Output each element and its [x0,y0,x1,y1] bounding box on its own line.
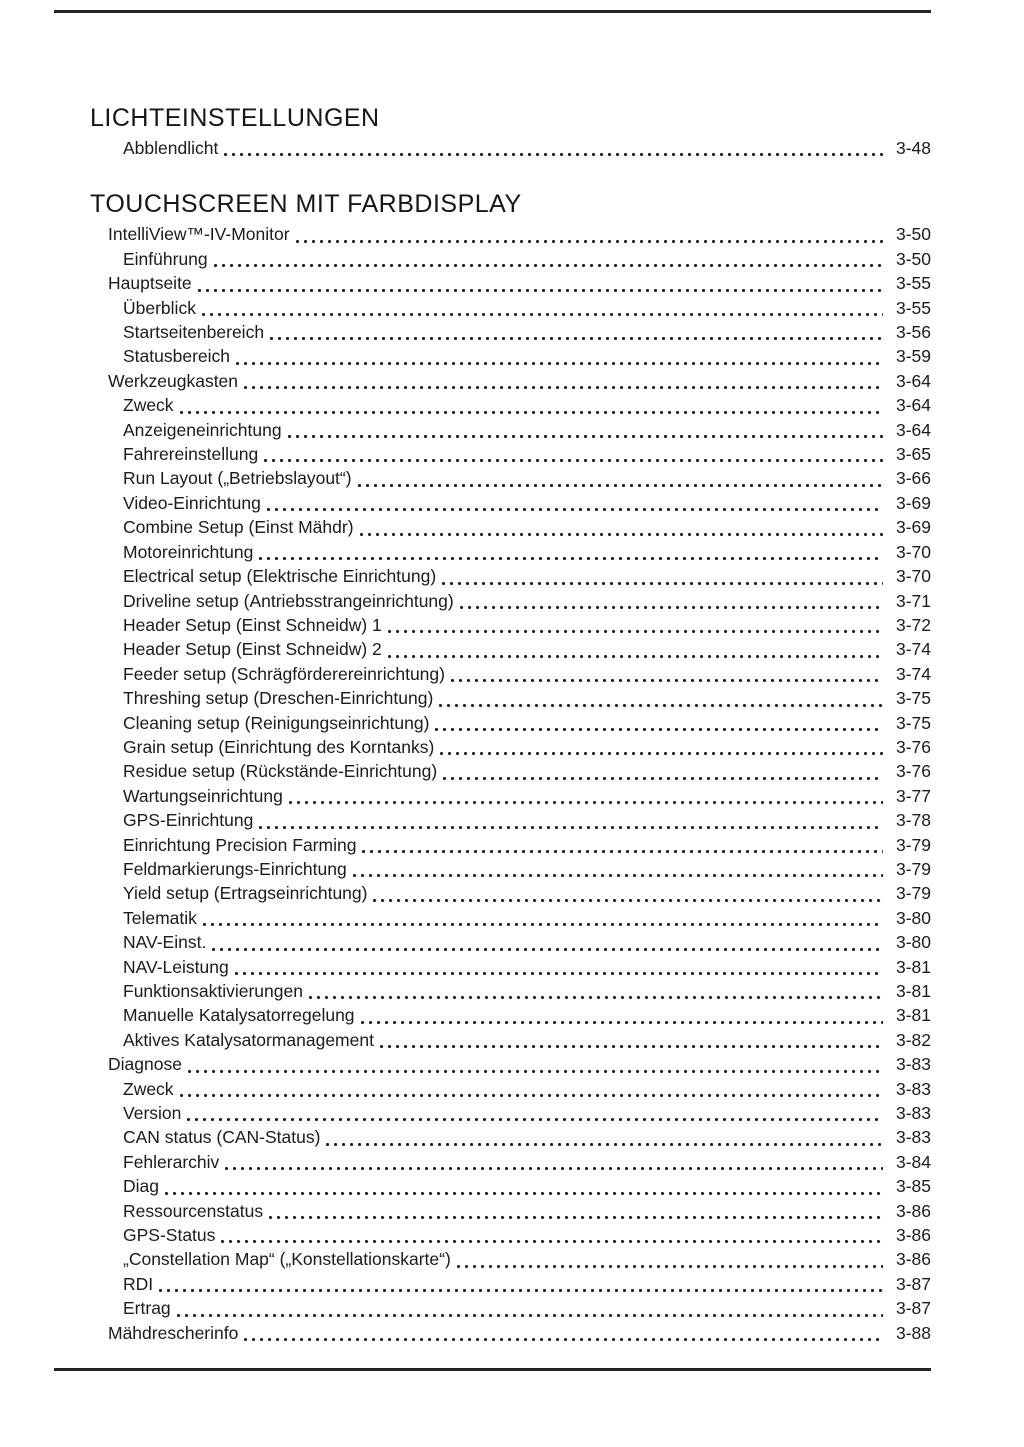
entry-label: Version [123,1103,182,1124]
dot-leader [188,1070,883,1073]
entry-label: Hauptseite [108,273,192,294]
entry-label: Überblick [123,297,196,318]
dot-leader [373,899,883,902]
toc-entry[interactable] [90,662,931,686]
entry-label: Statusbereich [123,346,231,367]
entry-page-number: 3-72 [895,614,931,635]
top-rule [54,10,931,13]
dot-leader [439,704,883,707]
toc-entry[interactable] [90,442,931,466]
entry-label: Wartungseinrichtung [123,785,283,806]
dot-leader [244,1338,883,1341]
entry-label: Driveline setup (Antriebsstrangeinrichtung) [123,590,454,611]
dot-leader [270,337,883,340]
dot-leader [264,459,883,462]
dot-leader [457,1265,883,1268]
toc-entry[interactable] [90,637,931,661]
dot-leader [358,484,883,487]
toc-entry[interactable] [90,857,931,881]
toc-entry[interactable] [90,515,931,539]
entry-label: Motoreinrichtung [123,541,254,562]
entry-label: Combine Setup (Einst Mähdr) [123,517,354,538]
entry-label: Residue setup (Rückstände-Einrichtung) [123,761,438,782]
entry-label: Anzeigeneinrichtung [123,419,282,440]
toc-entry[interactable] [90,222,931,246]
dot-leader [360,533,883,536]
entry-label: Mähdrescherinfo [108,1322,239,1343]
toc-entry[interactable] [90,1125,931,1149]
dot-leader [259,826,883,829]
entry-page-number: 3-87 [895,1273,931,1294]
entry-label: Startseitenbereich [123,322,265,343]
entry-page-number: 3-64 [895,370,931,391]
section-heading: LICHTEINSTELLUNGEN [90,104,380,132]
entry-label: RDI [123,1273,154,1294]
toc-entry[interactable] [90,271,931,295]
entry-page-number: 3-86 [895,1249,931,1270]
dot-leader [380,1045,883,1048]
entry-page-number: 3-74 [895,663,931,684]
dot-leader [236,362,883,365]
dot-leader [244,386,883,389]
toc-entry[interactable] [90,296,931,320]
dot-leader [388,655,883,658]
entry-label: Electrical setup (Elektrische Einrichtung) [123,566,437,587]
entry-label: Video-Einrichtung [123,492,261,513]
entry-page-number: 3-75 [895,688,931,709]
toc-entry[interactable] [90,1052,931,1076]
toc-section [90,104,931,160]
entry-page-number: 3-83 [895,1054,931,1075]
toc-entry[interactable] [90,759,931,783]
dot-leader [235,972,883,975]
entry-page-number: 3-71 [895,590,931,611]
toc-entry[interactable] [90,1296,931,1320]
entry-page-number: 3-80 [895,932,931,953]
entry-page-number: 3-83 [895,1078,931,1099]
entry-label: GPS-Status [123,1225,216,1246]
dot-leader [198,289,883,292]
dot-leader [362,850,883,853]
dot-leader [212,948,883,951]
entry-label: Yield setup (Ertragseinrichtung) [123,883,368,904]
entry-page-number: 3-55 [895,297,931,318]
dot-leader [225,1167,883,1170]
entry-page-number: 3-50 [895,248,931,269]
toc-entry[interactable] [90,711,931,735]
toc-entry[interactable] [90,589,931,613]
entry-page-number: 3-76 [895,761,931,782]
entry-page-number: 3-59 [895,346,931,367]
toc-entry[interactable] [90,393,931,417]
toc-entry[interactable] [90,1199,931,1223]
dot-leader [203,923,883,926]
dot-leader [443,777,883,780]
section-heading: TOUCHSCREEN MIT FARBDISPLAY [90,190,522,219]
entry-label: Feldmarkierungs-Einrichtung [123,858,347,879]
entry-page-number: 3-83 [895,1103,931,1124]
entry-page-number: 3-81 [895,1005,931,1026]
entry-label: Zweck [123,395,174,416]
dot-leader [288,435,883,438]
toc-entry[interactable] [90,369,931,393]
toc-entry[interactable] [90,930,931,954]
entry-page-number: 3-56 [895,322,931,343]
dot-leader [177,1314,883,1317]
entry-label: Ressourcenstatus [123,1200,264,1221]
entry-page-number: 3-79 [895,858,931,879]
entry-label: Cleaning setup (Reinigungseinrichtung) [123,712,430,733]
toc-entry[interactable] [90,735,931,759]
toc-entry[interactable] [90,540,931,564]
entry-page-number: 3-50 [895,224,931,245]
toc-entry[interactable] [90,344,931,368]
table-of-contents [90,104,931,1345]
entry-page-number: 3-81 [895,956,931,977]
toc-entry[interactable] [90,1101,931,1125]
toc-entry[interactable] [90,247,931,271]
dot-leader [451,679,883,682]
toc-entry[interactable] [90,1223,931,1247]
entry-page-number: 3-78 [895,810,931,831]
entry-page-number: 3-65 [895,444,931,465]
entry-page-number: 3-87 [895,1298,931,1319]
entry-label: Telematik [123,907,197,928]
dot-leader [361,1021,883,1024]
entry-page-number: 3-82 [895,1029,931,1050]
bottom-rule [54,1368,931,1371]
entry-page-number: 3-83 [895,1127,931,1148]
toc-entry[interactable] [90,906,931,930]
toc-entry[interactable] [90,955,931,979]
entry-page-number: 3-64 [895,419,931,440]
dot-leader [460,606,883,609]
entry-page-number: 3-55 [895,273,931,294]
toc-section [90,190,931,1345]
dot-leader [309,996,883,999]
dot-leader [180,1094,883,1097]
entry-label: CAN status (CAN-Status) [123,1127,321,1148]
entry-page-number: 3-81 [895,981,931,1001]
toc-entry[interactable] [90,784,931,808]
entry-page-number: 3-85 [895,1176,931,1197]
toc-entry[interactable] [90,1321,931,1345]
entry-label: Einführung [123,248,208,269]
entry-label: Threshing setup (Dreschen-Einrichtung) [123,688,434,709]
entry-label: Grain setup (Einrichtung des Korntanks) [123,736,435,757]
dot-leader [187,1118,883,1121]
toc-entry[interactable] [90,808,931,832]
toc-entry[interactable] [90,833,931,857]
entry-page-number: 3-86 [895,1200,931,1221]
toc-entry[interactable] [90,881,931,905]
dot-leader [165,1192,883,1195]
entry-page-number: 3-70 [895,541,931,562]
entry-label: „Constellation Map“ („Konstellationskarte“) [123,1249,451,1270]
dot-leader [259,557,883,560]
entry-label: Diagnose [108,1054,182,1075]
dot-leader [388,630,883,633]
entry-page-number: 3-84 [895,1151,931,1172]
entry-page-number: 3-79 [895,834,931,855]
entry-page-number: 3-64 [895,395,931,416]
dot-leader [440,752,883,755]
toc-entry[interactable] [90,320,931,344]
entry-label: Aktives Katalysatormanagement [123,1029,374,1050]
toc-entry[interactable] [90,1028,931,1052]
entry-label: Einrichtung Precision Farming [123,834,357,855]
dot-leader [202,313,883,316]
dot-leader [180,411,883,414]
toc-entry[interactable] [90,613,931,637]
entry-label: Fehlerarchiv [123,1151,220,1172]
entry-label: Run Layout („Betriebslayout“) [123,468,352,489]
entry-page-number: 3-70 [895,566,931,587]
dot-leader [269,1216,883,1219]
entry-label: GPS-Einrichtung [123,810,254,831]
entry-label: IntelliView™-IV-Monitor [108,224,290,245]
toc-entry[interactable] [90,564,931,588]
entry-label: NAV-Leistung [123,956,229,977]
toc-entry[interactable] [90,1174,931,1198]
dot-leader [159,1289,883,1292]
entry-page-number: 3-86 [895,1225,931,1246]
entry-label: Zweck [123,1078,174,1099]
dot-leader [296,240,883,243]
entry-label: Manuelle Katalysatorregelung [123,1005,355,1026]
toc-entry[interactable] [90,1247,931,1271]
toc-entry[interactable] [90,136,931,160]
entry-label: Fahrereinstellung [123,444,259,465]
toc-entry[interactable] [90,418,931,442]
entry-label: Werkzeugkasten [108,370,239,391]
toc-entry[interactable] [90,1150,931,1174]
entry-label: Diag [123,1176,159,1197]
entry-page-number: 3-74 [895,639,931,660]
entry-page-number: 3-75 [895,712,931,733]
entry-label: Funktionsaktivierungen [123,981,303,1001]
toc-entry[interactable] [90,491,931,515]
dot-leader [214,264,883,267]
dot-leader [442,582,883,585]
entry-page-number: 3-76 [895,736,931,757]
entry-page-number: 3-69 [895,492,931,513]
toc-entry[interactable] [90,686,931,710]
entry-label: Ertrag [123,1298,171,1319]
dot-leader [326,1143,883,1146]
entry-page-number: 3-88 [895,1322,931,1343]
dot-leader [267,508,883,511]
toc-entry[interactable] [90,1272,931,1296]
entry-page-number: 3-69 [895,517,931,538]
entry-page-number: 3-79 [895,883,931,904]
entry-label: Abblendlicht [123,138,219,158]
entry-label: Header Setup (Einst Schneidw) 2 [123,639,382,660]
toc-entry[interactable] [90,1077,931,1101]
toc-entry[interactable] [90,1003,931,1027]
dot-leader [224,153,883,156]
entry-page-number: 3-48 [895,138,931,158]
entry-label: Feeder setup (Schrägförderereinrichtung) [123,663,445,684]
dot-leader [353,874,883,877]
entry-label: NAV-Einst. [123,932,207,953]
entry-page-number: 3-66 [895,468,931,489]
dot-leader [289,801,883,804]
dot-leader [221,1240,883,1243]
toc-entry[interactable] [90,979,931,1003]
entry-page-number: 3-80 [895,907,931,928]
dot-leader [435,728,883,731]
entry-label: Header Setup (Einst Schneidw) 1 [123,614,382,635]
toc-entry[interactable] [90,466,931,490]
entry-page-number: 3-77 [895,785,931,806]
